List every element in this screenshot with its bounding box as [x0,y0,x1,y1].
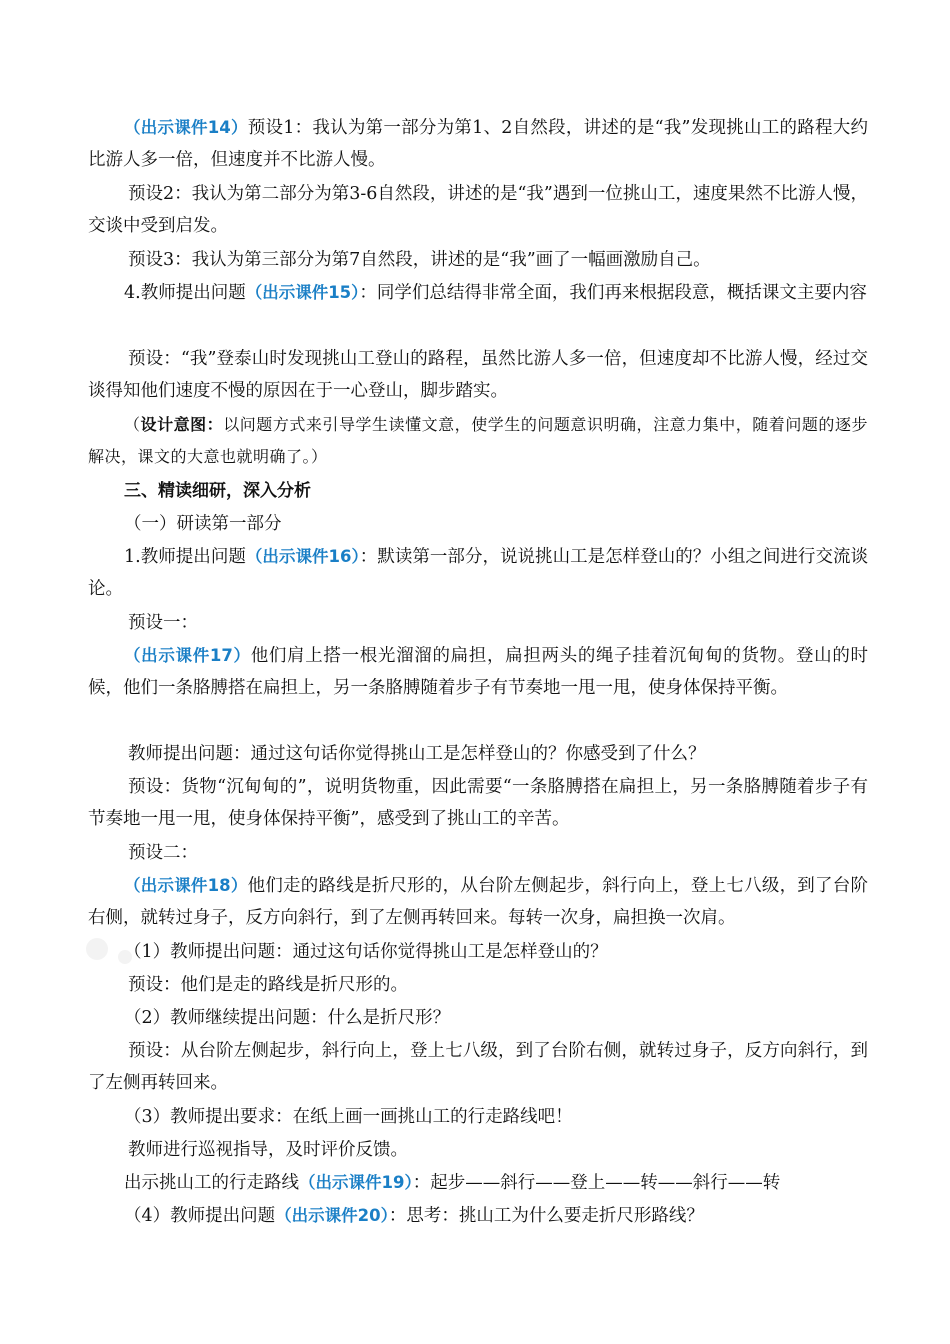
paragraph-preset-1: （出示课件14）预设1：我认为第一部分为第1、2自然段，讲述的是“我”发现挑山工的路程大约比游人多一倍，但速度并不比游人慢。 [88,118,868,170]
paragraph-design-intent: （设计意图：以问题方式来引导学生读懂文意，使学生的问题意识明确，注意力集中，随着问题的逐步解决，课文的大意也就明确了。） [88,415,868,466]
paragraph-preset-two-label: 预设二： [128,843,198,863]
paragraph-preset-3: 预设3：我认为第三部分为第7自然段，讲述的是“我”画了一幅画激励自己。 [128,250,711,270]
paragraph-question-1: 1.教师提出问题（出示课件16）：默读第一部分，说说挑山工是怎样登山的？小组之间进行交流谈论。 [88,547,869,599]
section-heading: 三、精读细研，深入分析 [124,481,311,501]
paragraph-question-b: （2）教师继续提出问题：什么是折尺形？ [124,1008,451,1028]
paragraph-teacher-guidance: 教师进行巡视指导，及时评价反馈。 [128,1140,408,1160]
courseware-tag: （出示课件14） [124,118,248,137]
paragraph-route-display: 出示挑山工的行走路线（出示课件19）：起步——斜行——登上——转——斜行——转 [124,1173,781,1193]
paragraph-preset-2: 预设2：我认为第二部分为第3-6自然段，讲述的是“我”遇到一位挑山工，速度果然不比游人慢，交谈中受到启发。 [88,184,868,236]
paragraph-preset-one-label: 预设一： [128,613,198,633]
paragraph-request-c: （3）教师提出要求：在纸上画一画挑山工的行走路线吧！ [124,1107,573,1127]
courseware-tag: （出示课件15） [245,283,360,302]
paragraph-question-d: （4）教师提出问题（出示课件20）：思考：挑山工为什么要走折尺形路线？ [124,1206,704,1226]
courseware-tag: （出示课件18） [124,876,248,895]
courseware-tag: （出示课件17） [124,646,251,665]
paragraph-teacher-question: 教师提出问题：通过这句话你觉得挑山工是怎样登山的？你感受到了什么？ [128,744,706,764]
design-intent-label: 设计意图： [140,415,224,434]
subsection-heading: （一）研读第一部分 [124,514,282,534]
courseware-tag: （出示课件20） [275,1206,389,1225]
paragraph-preset-zigzag: 预设：从台阶左侧起步，斜行向上，登上七八级，到了台阶右侧，就转过身子，反方向斜行，到了左侧再转回来。 [88,1041,868,1093]
paragraph-preset-summary: 预设：“我”登泰山时发现挑山工登山的路程，虽然比游人多一倍，但速度却不比游人慢，经过交谈得知他们速度不慢的原因在于一心登山，脚步踏实。 [88,349,868,401]
paragraph-quote-17: （出示课件17）他们肩上搭一根光溜溜的扁担，扁担两头的绳子挂着沉甸甸的货物。登山的时候，他们一条胳膊搭在扁担上，另一条胳膊随着步子有节奏地一甩一甩，使身体保持平衡。 [88,646,869,698]
paragraph-preset-cargo: 预设：货物“沉甸甸的”，说明货物重，因此需要“一条胳膊搭在扁担上，另一条胳膊随着步子有节奏地一甩一甩，使身体保持平衡”，感受到了挑山工的辛苦。 [88,777,868,829]
courseware-tag: （出示课件16） [245,547,360,566]
paragraph-question-a: （1）教师提出问题：通过这句话你觉得挑山工是怎样登山的？ [124,942,608,962]
paragraph-quote-18: （出示课件18）他们走的路线是折尺形的，从台阶左侧起步，斜行向上，登上七八级，到了台阶右侧，就转过身子，反方向斜行，到了左侧再转回来。每转一次身，扁担换一次肩。 [88,876,868,928]
paragraph-question-4: 4.教师提出问题（出示课件15）：同学们总结得非常全面，我们再来根据段意，概括课文主要内容 [124,283,867,303]
courseware-tag: （出示课件19） [299,1173,413,1192]
paragraph-preset-route: 预设：他们是走的路线是折尺形的。 [128,975,408,995]
